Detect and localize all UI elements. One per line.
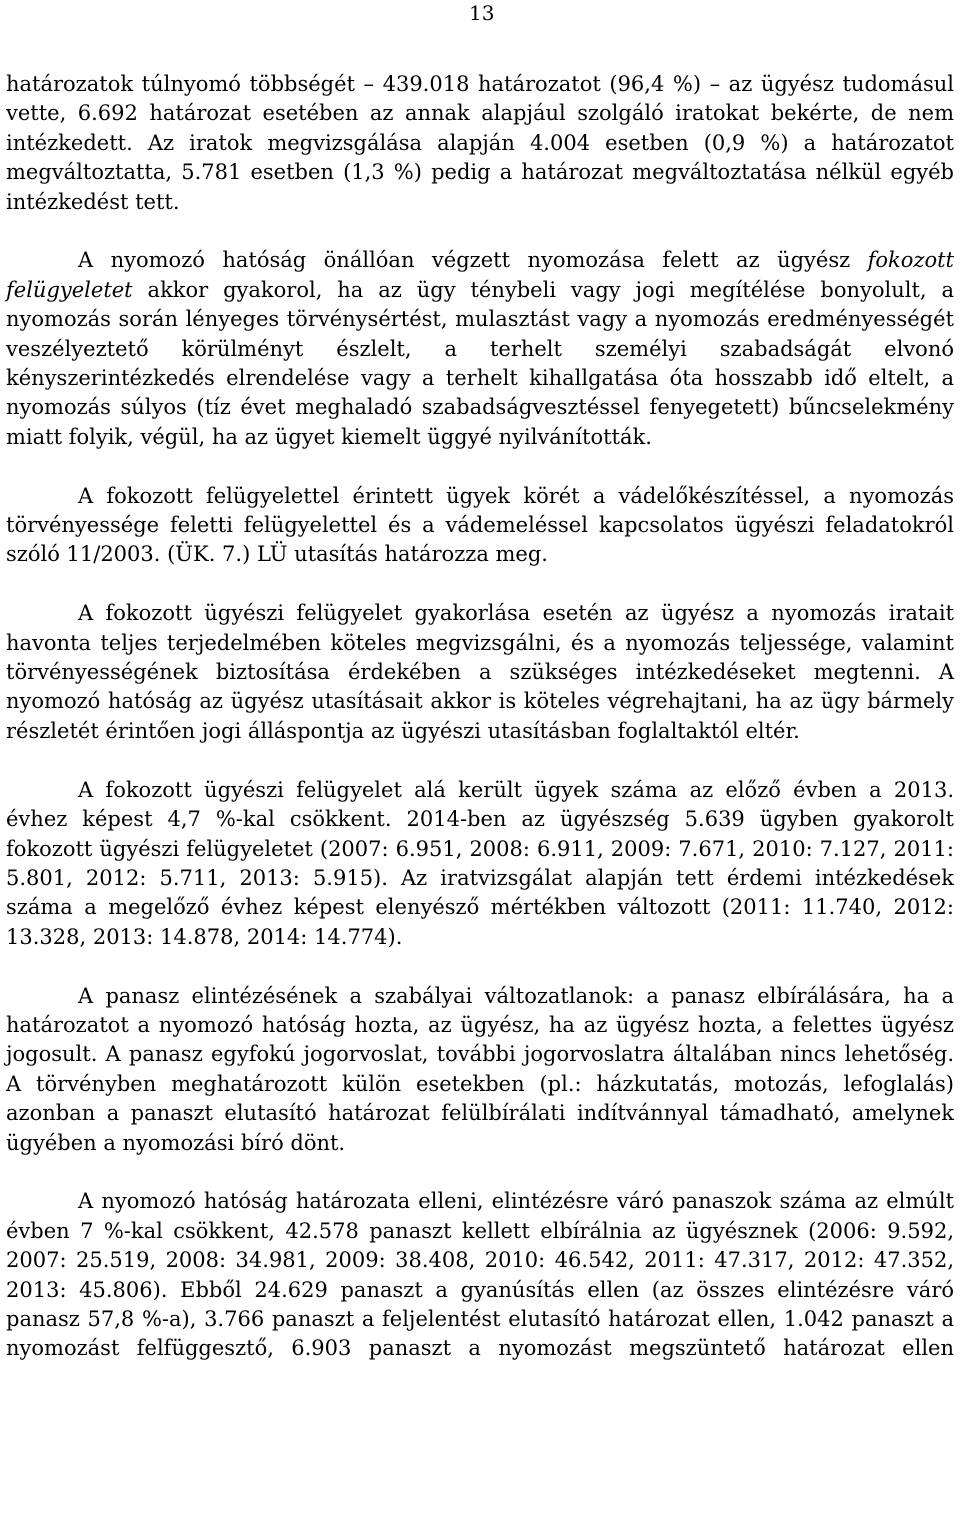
paragraph-7	[6, 1187, 954, 1363]
paragraph-text: A fokozott ügyészi felügyelet gyakorlása esetén az ügyész a nyomozás iratait havonta teljes terjedelmében köteles megvizsgálni, és a nyomozás teljessége, valamint törvényességének biztosítása érdekében a szükséges intézkedéseket megtenni. A nyomozó hatóság az ügyész utasításait akkor is köteles végrehajtani, ha az ügy bármely részletét érintően jogi álláspontja az ügyészi utasításban foglaltaktól eltér.	[6, 601, 954, 743]
italic-term: fokozott felügyeletet	[6, 248, 954, 302]
paragraph-5	[6, 776, 954, 952]
paragraph-3	[6, 482, 954, 570]
paragraph-1	[6, 70, 954, 217]
paragraph-text: A fokozott felügyelettel érintett ügyek körét a vádelőkészítéssel, a nyomozás törvényessége feletti felügyelettel és a vádemeléssel kapcsolatos ügyészi feladatokról szóló 11/2003. (ÜK. 7.) LÜ utasítás határozza meg.	[6, 483, 954, 567]
paragraph-2	[6, 246, 954, 452]
paragraph-text: A nyomozó hatóság önállóan végzett nyomozása felett az ügyész	[78, 248, 868, 273]
paragraph-text: akkor gyakorol, ha az ügy ténybeli vagy jogi megítélése bonyolult, a nyomozás során lényeges törvénysértést, mulasztást vagy a nyomozás eredményességét veszélyeztető körülményt észlelt, a terhelt személyi szabadságát elvonó kényszerintézkedés elrendelése vagy a terhelt kihallgatása óta hosszabb idő eltelt, a nyomozás súlyos (tíz évet meghaladó szabadságvesztéssel fenyegetett) bűncselekmény miatt folyik, végül, ha az ügyet kiemelt üggyé nyilvánították.	[6, 277, 954, 449]
paragraph-text: A panasz elintézésének a szabályai változatlanok: a panasz elbírálására, ha a határozatot a nyomozó hatóság hozta, az ügyész, ha az ügyész hozta, a felettes ügyész jogosult. A panasz egyfokú jogorvoslat, további jogorvoslatra általában nincs lehetőség. A törvényben meghatározott külön esetekben (pl.: házkutatás, motozás, lefoglalás) azonban a panaszt elutasító határozat felülbírálati indítvánnyal támadható, amelynek ügyében a nyomozási bíró dönt.	[6, 983, 954, 1155]
document-body	[6, 70, 954, 1364]
paragraph-4	[6, 599, 954, 746]
paragraph-6	[6, 982, 954, 1158]
page-number: 13	[469, 1, 495, 25]
paragraph-text: A nyomozó hatóság határozata elleni, elintézésre váró panaszok száma az elmúlt évben 7 %-kal csökkent, 42.578 panaszt kellett elbírálnia az ügyésznek (2006: 9.592, 2007: 25.519, 2008: 34.981, 2009: 38.408, 2010: 46.542, 2011: 47.317, 2012: 47.352, 2013: 45.806). Ebből 24.629 panaszt a gyanúsítás ellen (az összes elintézésre váró panasz 57,8 %-a), 3.766 panaszt a feljelentést elutasító határozat ellen, 1.042 panaszt a nyomozást felfüggesztő, 6.903 panaszt a nyomozást megszüntető határozat ellen	[6, 1189, 954, 1361]
paragraph-text: A fokozott ügyészi felügyelet alá került ügyek száma az előző évben a 2013. évhez képest 4,7 %-kal csökkent. 2014-ben az ügyészség 5.639 ügyben gyakorolt fokozott ügyészi felügyeletet (2007: 6.951, 2008: 6.911, 2009: 7.671, 2010: 7.127, 2011: 5.801, 2012: 5.711, 2013: 5.915). Az iratvizsgálat alapján tett érdemi intézkedések száma a megelőző évhez képest elenyésző mértékben változott (2011: 11.740, 2012: 13.328, 2013: 14.878, 2014: 14.774).	[6, 777, 954, 949]
paragraph-text: határozatok túlnyomó többségét – 439.018 határozatot (96,4 %) – az ügyész tudomásul vette, 6.692 határozat esetében az annak alapjául szolgáló iratokat bekérte, de nem intézkedett. Az iratok megvizsgálása alapján 4.004 esetben (0,9 %) a határozatot megváltoztatta, 5.781 esetben (1,3 %) pedig a határozat megváltoztatása nélkül egyéb intézkedést tett.	[6, 72, 954, 214]
